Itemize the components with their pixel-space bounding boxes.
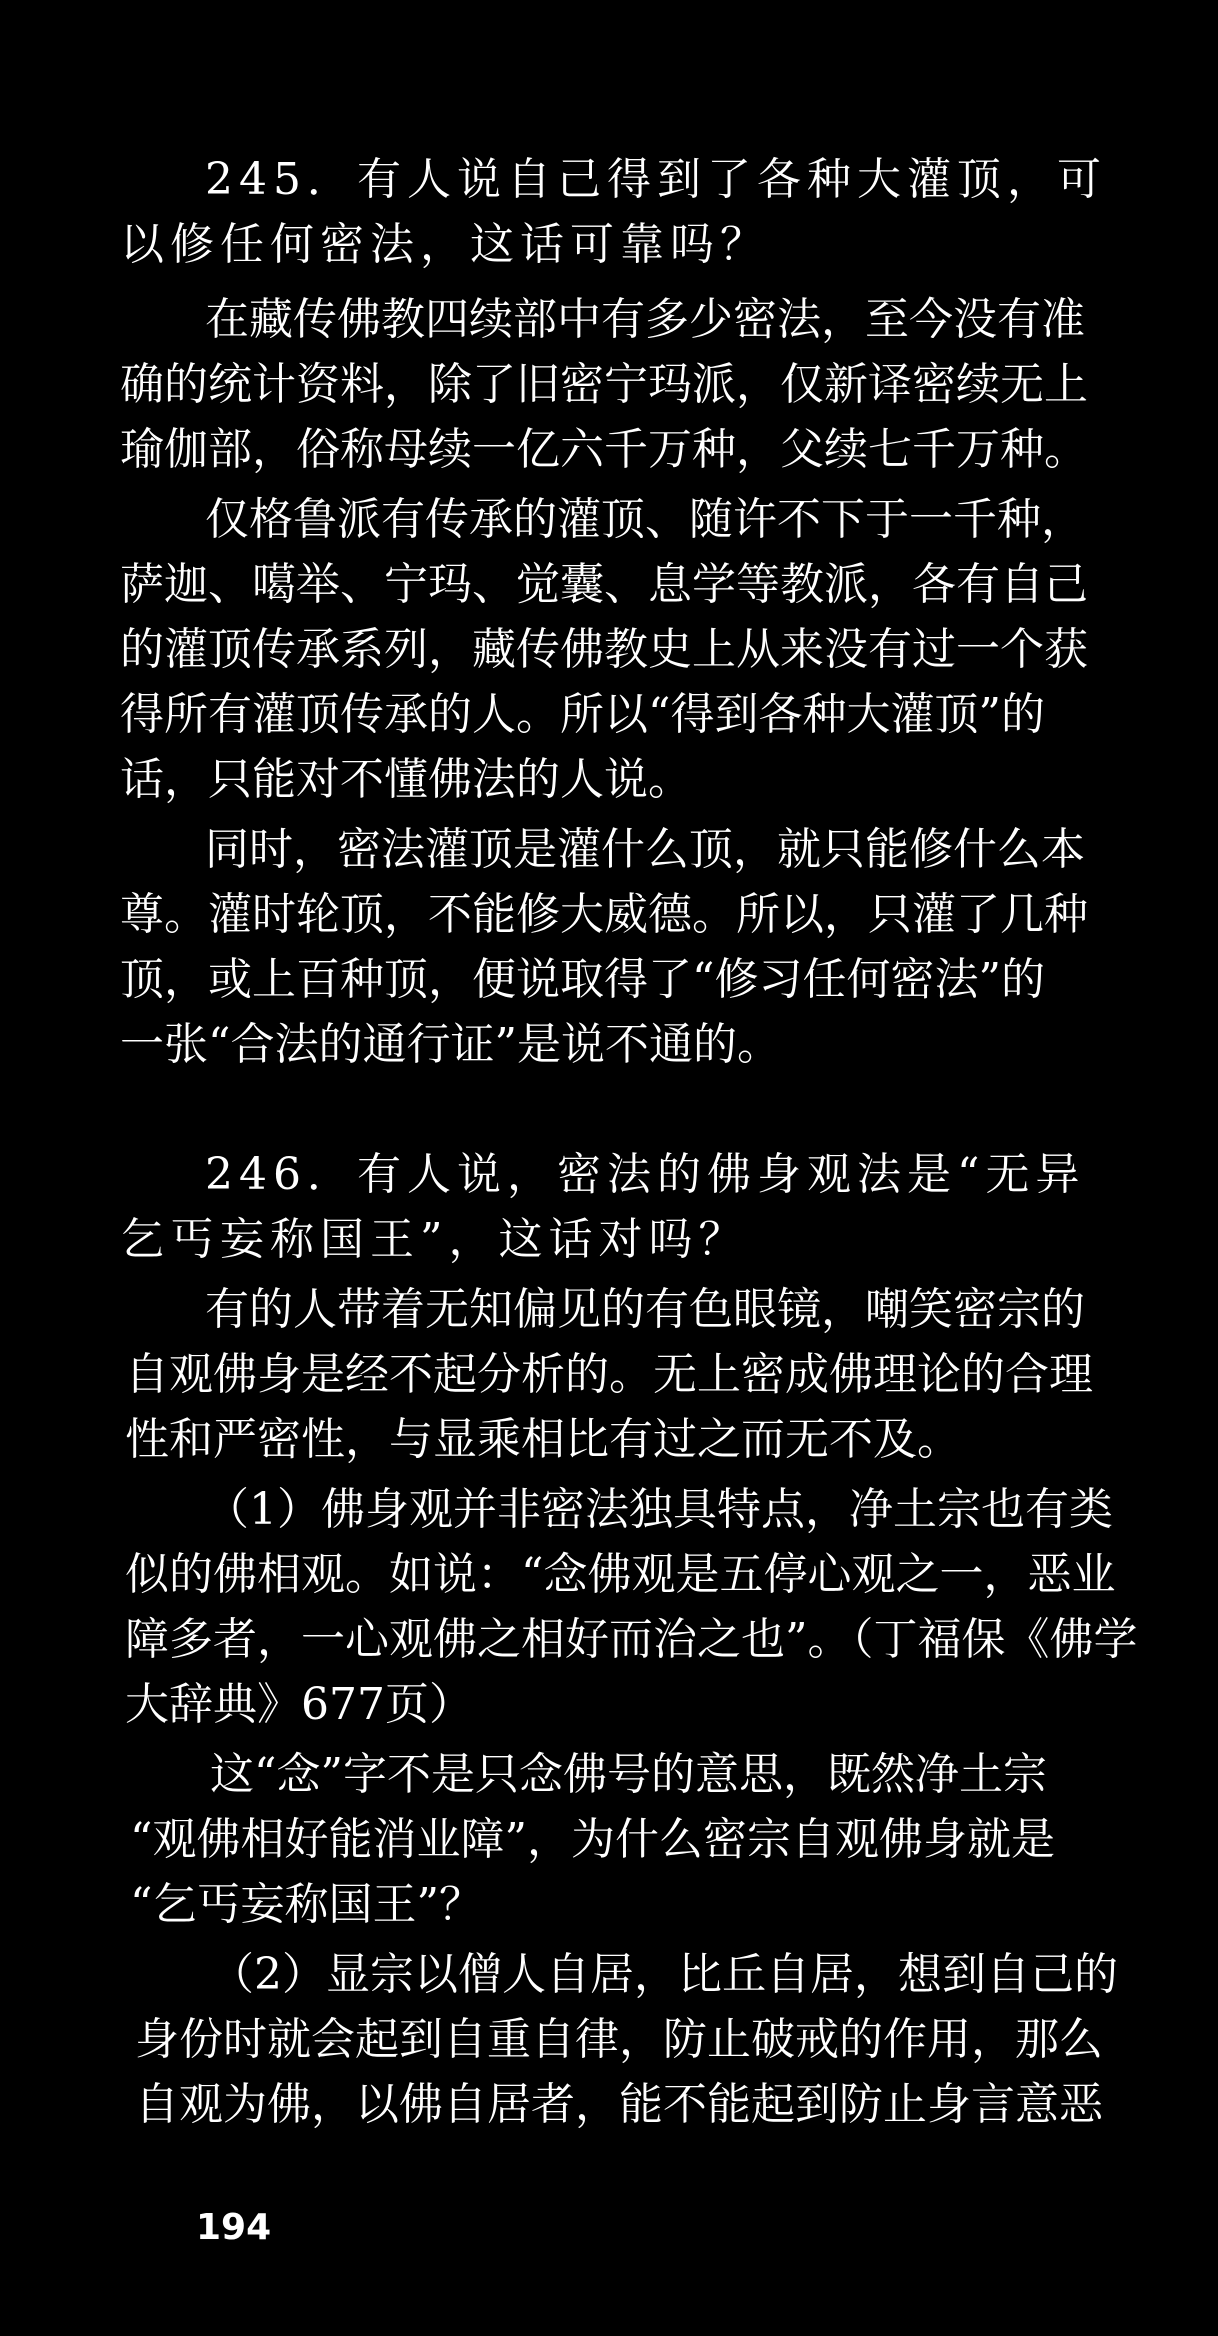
body-text-line: 萨迦、噶举、宁玛、觉囊、息学等教派，各有自己	[120, 559, 1088, 610]
body-text-line: 这“念”字不是只念佛号的意思，既然净土宗	[210, 1749, 1047, 1800]
question-heading-line: 乞丐妄称国王”，这话对吗？	[120, 1214, 749, 1265]
body-text-line: 确的统计资料，除了旧密宁玛派，仅新译密续无上	[120, 359, 1088, 410]
body-text-line: “观佛相好能消业障”，为什么密宗自观佛身就是	[130, 1814, 1055, 1865]
body-text-line: 障多者，一心观佛之相好而治之也”。（丁福保《佛学	[125, 1614, 1138, 1665]
body-text-line: 尊。灌时轮顶，不能修大威德。所以，只灌了几种	[120, 889, 1088, 940]
body-text-line: 性和严密性，与显乘相比有过之而无不及。	[125, 1414, 961, 1465]
body-text-line: （1）佛身观并非密法独具特点，净土宗也有类	[205, 1484, 1113, 1535]
question-heading-line: 246．有人说，密法的佛身观法是“无异	[205, 1149, 1086, 1200]
body-text-line: 话，只能对不懂佛法的人说。	[120, 754, 692, 805]
body-text-line: 大辞典》677页）	[125, 1679, 473, 1730]
question-heading-line: 245．有人说自己得到了各种大灌顶，可	[205, 154, 1107, 205]
body-text-line: 自观为佛，以佛自居者，能不能起到防止身言意恶	[135, 2079, 1103, 2130]
body-text-line: 顶，或上百种顶，便说取得了“修习任何密法”的	[120, 954, 1045, 1005]
body-text-line: 有的人带着无知偏见的有色眼镜，嘲笑密宗的	[205, 1284, 1085, 1335]
body-text-line: 同时，密法灌顶是灌什么顶，就只能修什么本	[205, 824, 1085, 875]
body-text-line: （2）显宗以僧人自居，比丘自居，想到自己的	[210, 1949, 1118, 2000]
page-number: 194	[196, 2207, 272, 2248]
body-text-line: 似的佛相观。如说：“念佛观是五停心观之一，恶业	[125, 1549, 1116, 1600]
body-text-line: 一张“合法的通行证”是说不通的。	[120, 1019, 781, 1070]
body-text-line: 得所有灌顶传承的人。所以“得到各种大灌顶”的	[120, 689, 1045, 740]
body-text-line: 在藏传佛教四续部中有多少密法，至今没有准	[205, 294, 1085, 345]
body-text-line: 身份时就会起到自重自律，防止破戒的作用，那么	[135, 2014, 1103, 2065]
question-heading-line: 以修任何密法，这话可靠吗？	[120, 219, 770, 270]
body-text-line: 瑜伽部，俗称母续一亿六千万种，父续七千万种。	[120, 424, 1088, 475]
body-text-line: 仅格鲁派有传承的灌顶、随许不下于一千种，	[205, 494, 1085, 545]
body-text-line: “乞丐妄称国王”？	[130, 1879, 483, 1930]
body-text-line: 自观佛身是经不起分析的。无上密成佛理论的合理	[125, 1349, 1093, 1400]
body-text-line: 的灌顶传承系列，藏传佛教史上从来没有过一个获	[120, 624, 1088, 675]
